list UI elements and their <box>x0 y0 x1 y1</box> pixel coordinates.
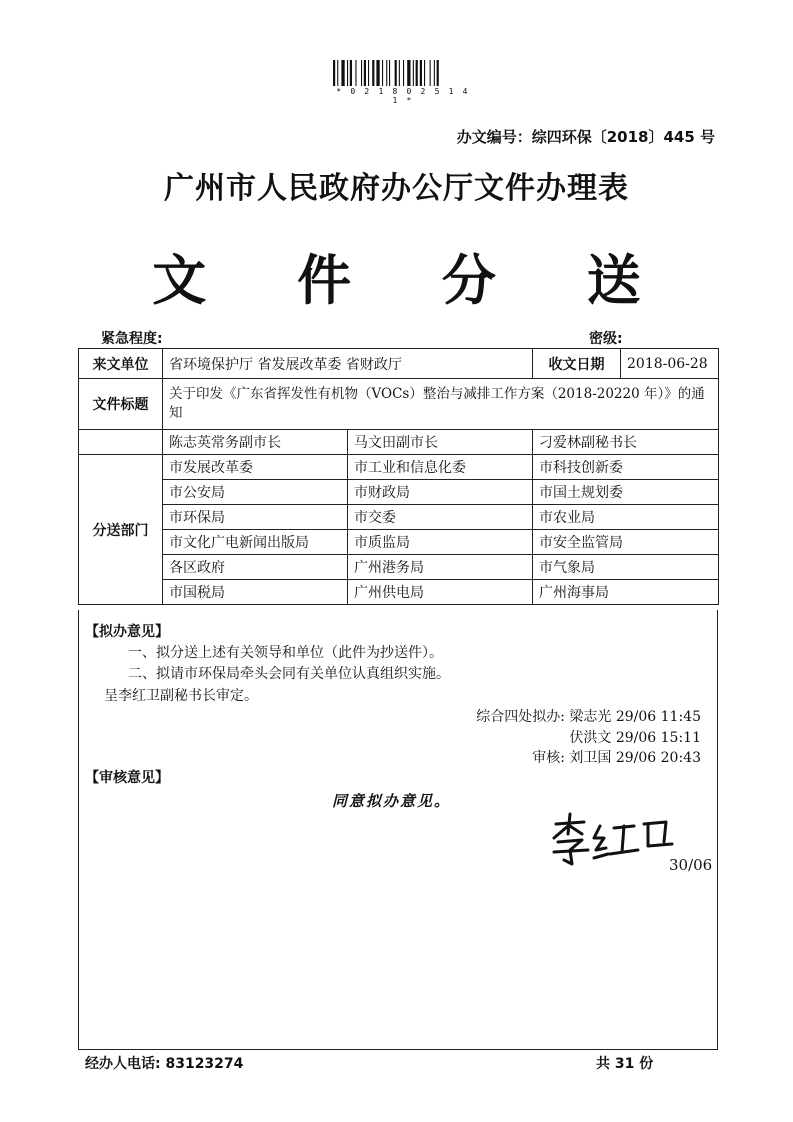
review-signature-line: 审核: 刘卫国 29/06 20:43 <box>532 750 701 766</box>
barcode-bar <box>368 60 369 86</box>
department-cell: 市发展改革委 <box>163 455 348 480</box>
barcode-bar <box>434 60 435 86</box>
copy-count: 共 31 份 <box>596 1056 654 1072</box>
receive-date-value: 2018-06-28 <box>621 349 719 379</box>
doc-number: 办文编号：综四环保〔2018〕445 号 <box>456 128 715 146</box>
urgency-label: 紧急程度: <box>101 331 163 347</box>
doc-title-label: 文件标题 <box>79 379 163 430</box>
leader-cell: 陈志英常务副市长 <box>163 430 348 455</box>
barcode-bar <box>361 60 362 86</box>
department-cell: 广州供电局 <box>348 580 533 605</box>
draft-opinion-line: 呈李红卫副秘书长审定。 <box>104 688 258 704</box>
barcode-bar <box>403 60 404 86</box>
form-subtitle: 文 件 分 送 <box>152 248 677 312</box>
department-row <box>79 555 719 580</box>
barcode-bar <box>424 60 425 86</box>
barcode-bar <box>337 60 338 86</box>
draft-opinion-line: 二、拟请市环保局牵头会同有关单位认真组织实施。 <box>128 666 450 682</box>
department-row <box>79 505 719 530</box>
leader-cell: 刁爱林副秘书长 <box>533 430 719 455</box>
department-cell: 市国土规划委 <box>533 480 719 505</box>
barcode-bar <box>341 60 344 86</box>
form-table <box>78 348 719 605</box>
leaders-label-cell <box>79 430 163 455</box>
barcode-bar <box>430 60 431 86</box>
department-cell: 广州海事局 <box>533 580 719 605</box>
source-row <box>79 349 719 379</box>
distribution-label: 分送部门 <box>79 455 163 605</box>
barcode-bar <box>376 60 379 86</box>
department-cell: 市气象局 <box>533 555 719 580</box>
barcode-bar <box>399 60 400 86</box>
handwritten-signature <box>548 812 678 872</box>
signature-date: 30/06 <box>669 856 713 874</box>
barcode-bar <box>364 60 366 86</box>
department-cell: 市公安局 <box>163 480 348 505</box>
leader-cell: 马文田副市长 <box>348 430 533 455</box>
approval-text: 同意拟办意见。 <box>332 792 452 810</box>
barcode-bar <box>355 60 356 86</box>
department-cell: 市文化广电新闻出版局 <box>163 530 348 555</box>
barcode-bar <box>420 60 422 86</box>
department-row <box>79 580 719 605</box>
barcode-number: * 0 2 1 8 0 2 5 1 4 1 * <box>336 87 470 105</box>
department-cell: 广州港务局 <box>348 555 533 580</box>
source-value: 省环境保护厅 省发展改革委 省财政厅 <box>163 349 533 379</box>
barcode-bar <box>382 60 383 86</box>
barcode-bar <box>347 60 348 86</box>
leaders-row <box>79 430 719 455</box>
department-row <box>79 530 719 555</box>
department-cell: 市财政局 <box>348 480 533 505</box>
draft-opinion-heading: 【拟办意见】 <box>85 624 169 640</box>
barcode-bar <box>437 60 439 86</box>
barcode-bar <box>416 60 418 86</box>
department-cell: 市交委 <box>348 505 533 530</box>
barcode-bar <box>407 60 410 86</box>
draft-opinion-line: 一、拟分送上述有关领导和单位（此件为抄送件）。 <box>128 645 443 661</box>
department-row <box>79 480 719 505</box>
handler-phone: 经办人电话: 83123274 <box>85 1056 244 1072</box>
draft-signature-line: 综合四处拟办: 梁志光 29/06 11:45 <box>476 709 701 725</box>
barcode-bar <box>413 60 414 86</box>
department-cell: 市质监局 <box>348 530 533 555</box>
department-cell: 市工业和信息化委 <box>348 455 533 480</box>
barcode-bar <box>395 60 397 86</box>
barcode-bar <box>350 60 352 86</box>
department-cell: 市国税局 <box>163 580 348 605</box>
barcode-bar <box>333 60 335 86</box>
department-cell: 各区政府 <box>163 555 348 580</box>
source-label: 来文单位 <box>79 349 163 379</box>
department-cell: 市科技创新委 <box>533 455 719 480</box>
secrecy-label: 密级: <box>589 331 623 347</box>
doc-title-row <box>79 379 719 430</box>
barcode-bar <box>386 60 387 86</box>
doc-title-value: 关于印发《广东省挥发性有机物（VOCs）整治与减排工作方案（2018-20220 年）》的通知 <box>163 379 719 430</box>
page-title: 广州市人民政府办公厅文件办理表 <box>164 171 629 206</box>
barcode-bar <box>372 60 374 86</box>
department-cell: 市安全监管局 <box>533 530 719 555</box>
department-row <box>79 455 719 480</box>
receive-date-label: 收文日期 <box>533 349 621 379</box>
department-cell: 市环保局 <box>163 505 348 530</box>
department-cell: 市农业局 <box>533 505 719 530</box>
review-opinion-heading: 【审核意见】 <box>85 770 169 786</box>
barcode <box>333 60 473 86</box>
draft-signature-line: 伏洪文 29/06 15:11 <box>569 730 701 746</box>
barcode-bar <box>389 60 390 86</box>
